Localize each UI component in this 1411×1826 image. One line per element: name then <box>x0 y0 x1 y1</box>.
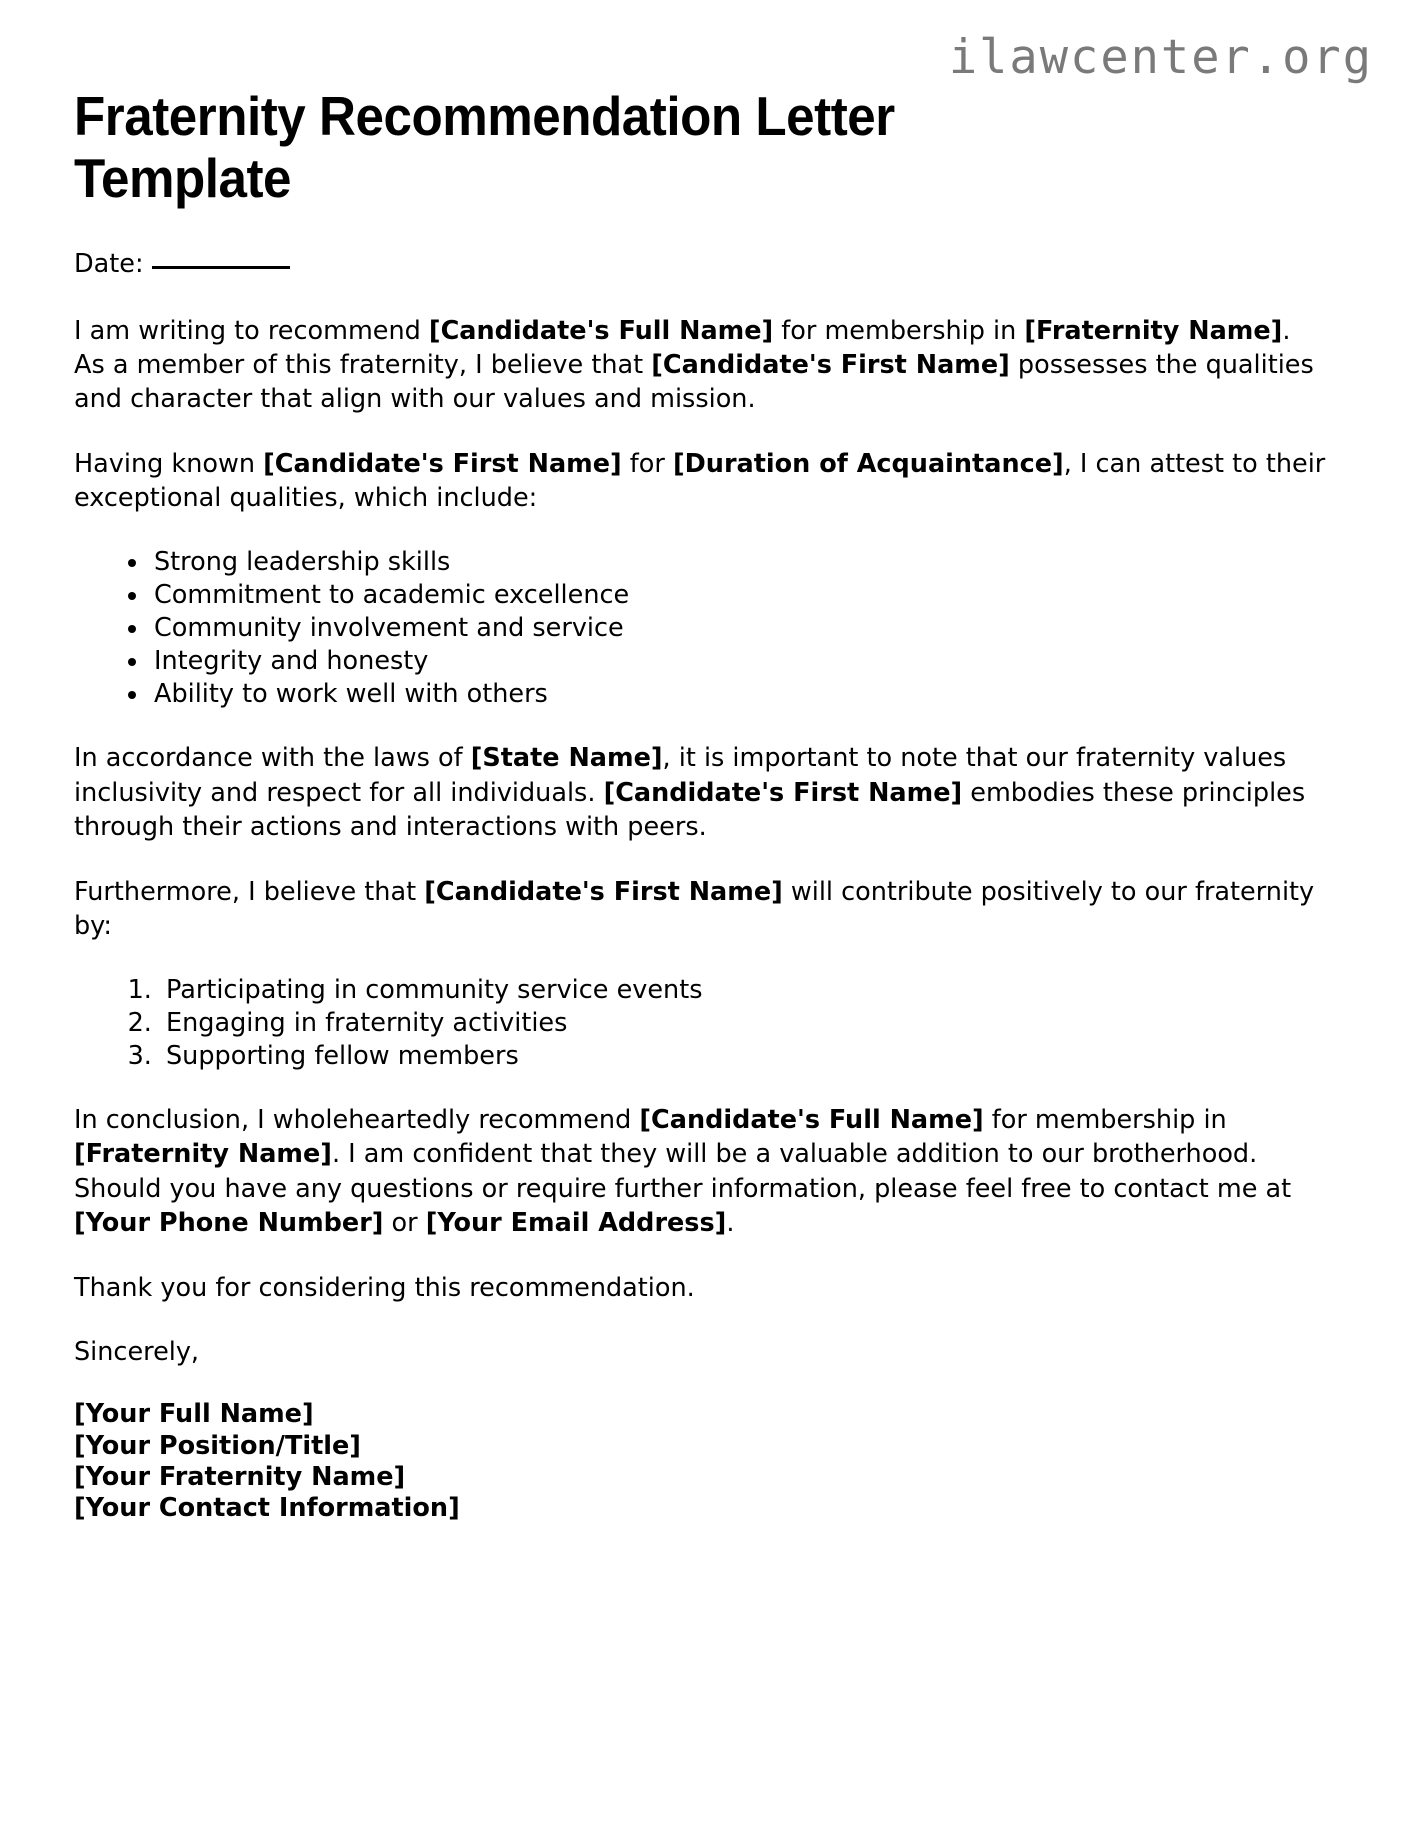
signature-line: [Your Contact Information] <box>74 1492 460 1523</box>
contributions-numbered-list <box>74 974 1327 1073</box>
qualities-bullet-list <box>74 546 1327 712</box>
paragraph-conclusion <box>74 1103 1326 1241</box>
placeholder-candidate-first-name: [Candidate's First Name] <box>603 777 963 808</box>
p3-text-2: , it is important to note that our fraternity values inclusivity and respect for all individuals. <box>74 743 1287 808</box>
placeholder-your-phone-number: [Your Phone Number] <box>74 1208 384 1239</box>
signature-line: [Your Fraternity Name] <box>74 1461 406 1492</box>
list-item: 2. Engaging in fraternity activities <box>160 1007 1327 1040</box>
p1-text-4: possesses the qualities and character that align with our values and mission. <box>74 350 1314 415</box>
closing-salutation: Sincerely, <box>74 1337 200 1368</box>
signature-line: [Your Full Name] <box>74 1399 314 1430</box>
list-item: • Ability to work well with others <box>150 678 1327 711</box>
list-item: • Commitment to academic excellence <box>150 579 1327 612</box>
p3-text-1: In accordance with the laws of <box>74 743 471 774</box>
p1-text-2: for membership in <box>773 315 1025 346</box>
paragraph-furthermore <box>74 875 1326 944</box>
date-field-line <box>74 247 1327 281</box>
placeholder-your-email-address: [Your Email Address] <box>425 1208 727 1239</box>
p2-text-2: for <box>621 448 673 479</box>
paragraph-recommendation-intro <box>74 314 1326 417</box>
p5-text-5: . <box>726 1208 735 1239</box>
placeholder-candidate-first-name: [Candidate's First Name] <box>651 350 1010 381</box>
paragraph-state-laws <box>74 741 1326 844</box>
list-item: 3. Supporting fellow members <box>160 1040 1327 1073</box>
list-item: • Community involvement and service <box>150 612 1327 645</box>
p5-text-1: In conclusion, I wholeheartedly recommend <box>74 1104 640 1135</box>
date-blank-underline[interactable] <box>152 265 290 269</box>
placeholder-candidate-first-name: [Candidate's First Name] <box>263 448 622 479</box>
p5-text-3: . I am confident that they will be a valuable addition to our brotherhood. Should you have any questions or require further information, please feel free to contact me at <box>74 1139 1292 1204</box>
p4-text-1: Furthermore, I believe that <box>74 876 425 907</box>
placeholder-state-name: [State Name] <box>470 743 663 774</box>
p2-text-1: Having known <box>74 448 264 479</box>
page-title: Fraternity Recommendation Letter Template <box>74 85 895 209</box>
date-label: Date: <box>74 249 144 280</box>
list-item: • Strong leadership skills <box>150 546 1327 579</box>
placeholder-duration-of-acquaintance: [Duration of Acquaintance] <box>672 448 1064 479</box>
p3-text-3: embodies these principles through their actions and interactions with peers. <box>74 777 1306 843</box>
p1-text-3: . As a member of this fraternity, I believe that <box>74 315 1291 381</box>
p2-text-3: , I can attest to their exceptional qualities, which include: <box>74 448 1326 514</box>
p1-text-1: I am writing to recommend <box>74 315 429 346</box>
p5-text-2: for membership in <box>983 1104 1227 1135</box>
signature-block <box>74 1399 1327 1523</box>
list-item: 1. Participating in community service events <box>160 974 1327 1007</box>
p5-text-4: or <box>383 1208 426 1239</box>
placeholder-candidate-first-name: [Candidate's First Name] <box>424 876 783 907</box>
placeholder-candidate-full-name: [Candidate's Full Name] <box>639 1104 984 1135</box>
site-watermark: ilawcenter.org <box>948 30 1373 85</box>
placeholder-fraternity-name: [Fraternity Name] <box>74 1139 332 1170</box>
signature-line: [Your Position/Title] <box>74 1430 361 1461</box>
p4-text-2: will contribute positively to our fraternity by: <box>74 876 1315 942</box>
paragraph-having-known <box>74 447 1326 516</box>
document-content <box>74 86 1327 1524</box>
placeholder-candidate-full-name: [Candidate's Full Name] <box>428 315 774 346</box>
placeholder-fraternity-name: [Fraternity Name] <box>1024 315 1283 346</box>
paragraph-thank-you: Thank you for considering this recommendation. <box>74 1272 695 1303</box>
list-item: • Integrity and honesty <box>150 645 1327 678</box>
